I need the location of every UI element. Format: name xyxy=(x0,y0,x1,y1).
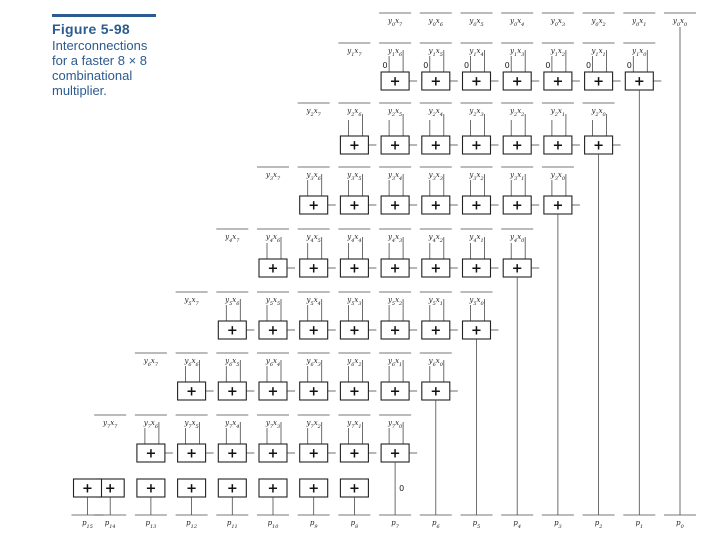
output-p3: $p_3$ xyxy=(554,519,562,530)
adder-5-7-symbol: + xyxy=(389,323,401,339)
term-y2x5-label: $y_2x_5$ xyxy=(387,107,403,118)
adder-1-7-symbol: + xyxy=(389,74,401,90)
adder-7-10-symbol: + xyxy=(267,446,279,462)
term-y6x0-label: $y_6x_0$ xyxy=(428,357,443,368)
adder-1-1-symbol: + xyxy=(633,74,645,90)
adder-2-6-symbol: + xyxy=(430,138,442,154)
term-y7x2-label: $y_7x_2$ xyxy=(306,419,321,430)
term-y7x0-label: $y_7x_0$ xyxy=(387,419,403,430)
term-y3x3-label: $y_3x_3$ xyxy=(428,171,443,182)
adder-7-9-symbol: + xyxy=(308,446,320,462)
zero-input: 0 xyxy=(399,484,405,493)
term-y2x2-label: $y_2x_2$ xyxy=(510,107,525,118)
term-y1x3-label: $y_1x_3$ xyxy=(510,47,525,58)
adder-7-12-symbol: + xyxy=(186,446,198,462)
adder-2-5-symbol: + xyxy=(471,138,482,154)
adder-4-10-symbol: + xyxy=(267,261,279,277)
term-y4x0-label: $y_4x_0$ xyxy=(510,233,525,244)
term-y0x0-label: $y_0x_0$ xyxy=(672,17,688,28)
output-p14: $p_{14}$ xyxy=(104,519,116,530)
adder-4-5-symbol: + xyxy=(471,261,482,277)
term-y5x3-label: $y_5x_3$ xyxy=(347,296,362,307)
term-y1x6-label: $y_1x_6$ xyxy=(387,47,403,58)
term-y5x0-label: $y_5x_0$ xyxy=(469,296,484,307)
term-y4x4-label: $y_4x_4$ xyxy=(347,233,362,244)
adder-1-3-symbol: + xyxy=(552,74,564,90)
term-y6x1-label: $y_6x_1$ xyxy=(387,357,403,368)
zero-input: 0 xyxy=(423,61,429,70)
zero-input: 0 xyxy=(382,61,388,70)
term-y6x4-label: $y_6x_4$ xyxy=(265,357,281,368)
output-p8: $p_8$ xyxy=(350,519,359,530)
term-y5x4-label: $y_5x_4$ xyxy=(306,296,321,307)
figure-label: Figure 5-98 xyxy=(52,21,130,37)
zero-input: 0 xyxy=(545,61,551,70)
term-y7x7-label: $y_7x_7$ xyxy=(103,419,118,430)
adder-2-7-symbol: + xyxy=(389,138,401,154)
output-p2: $p_2$ xyxy=(594,519,603,530)
term-y3x0-label: $y_3x_0$ xyxy=(550,171,566,182)
zero-input: 0 xyxy=(586,61,592,70)
term-y2x3-label: $y_2x_3$ xyxy=(469,107,484,118)
term-y1x7-label: $y_1x_7$ xyxy=(347,47,362,58)
term-y7x6-label: $y_7x_6$ xyxy=(143,419,159,430)
term-y6x7-label: $y_6x_7$ xyxy=(143,357,159,368)
term-y0x7-label: $y_0x_7$ xyxy=(387,17,403,28)
term-y3x7-label: $y_3x_7$ xyxy=(265,171,281,182)
term-y3x6-label: $y_3x_6$ xyxy=(306,171,321,182)
term-y7x1-label: $y_7x_1$ xyxy=(347,419,362,430)
adder-6-9-symbol: + xyxy=(308,384,320,400)
output-p4: $p_4$ xyxy=(513,519,522,530)
adder-7-7-symbol: + xyxy=(389,446,401,462)
term-y1x2-label: $y_1x_2$ xyxy=(550,47,566,58)
output-p12: $p_{12}$ xyxy=(186,519,198,530)
term-y0x3-label: $y_0x_3$ xyxy=(550,17,566,28)
final-adder-15-symbol: + xyxy=(82,481,93,497)
term-y1x0-label: $y_1x_0$ xyxy=(632,47,647,58)
term-y4x2-label: $y_4x_2$ xyxy=(428,233,443,244)
term-y5x2-label: $y_5x_2$ xyxy=(387,296,403,307)
output-p10: $p_{10}$ xyxy=(267,519,279,530)
adder-5-9-symbol: + xyxy=(308,323,320,339)
term-y0x1-label: $y_0x_1$ xyxy=(632,17,647,28)
adder-2-4-symbol: + xyxy=(511,138,523,154)
final-adder-10-symbol: + xyxy=(267,481,279,497)
term-y7x3-label: $y_7x_3$ xyxy=(265,419,281,430)
term-y7x5-label: $y_7x_5$ xyxy=(184,419,199,430)
adder-4-9-symbol: + xyxy=(308,261,320,277)
adder-2-8-symbol: + xyxy=(348,138,360,154)
adder-6-7-symbol: + xyxy=(389,384,401,400)
adder-6-8-symbol: + xyxy=(348,384,360,400)
adder-1-4-symbol: + xyxy=(511,74,523,90)
term-y6x5-label: $y_6x_5$ xyxy=(225,357,240,368)
adder-5-10-symbol: + xyxy=(267,323,279,339)
term-y0x5-label: $y_0x_5$ xyxy=(469,17,484,28)
term-y4x6-label: $y_4x_6$ xyxy=(265,233,281,244)
adder-6-6-symbol: + xyxy=(430,384,442,400)
term-y5x7-label: $y_5x_7$ xyxy=(184,296,199,307)
term-y2x1-label: $y_2x_1$ xyxy=(550,107,566,118)
adder-5-6-symbol: + xyxy=(430,323,442,339)
zero-input: 0 xyxy=(626,61,632,70)
output-p1: $p_1$ xyxy=(635,519,644,530)
adder-4-8-symbol: + xyxy=(348,261,360,277)
adder-3-3-symbol: + xyxy=(552,198,564,214)
adder-1-5-symbol: + xyxy=(471,74,482,90)
adder-1-2-symbol: + xyxy=(593,74,605,90)
term-y5x1-label: $y_5x_1$ xyxy=(428,296,443,307)
adder-4-7-symbol: + xyxy=(389,261,401,277)
adder-7-11-symbol: + xyxy=(226,446,238,462)
zero-input: 0 xyxy=(504,61,510,70)
final-adder-12-symbol: + xyxy=(186,481,198,497)
term-y2x0-label: $y_2x_0$ xyxy=(591,107,606,118)
term-y2x7-label: $y_2x_7$ xyxy=(306,107,321,118)
adder-5-11-symbol: + xyxy=(226,323,238,339)
adder-7-8-symbol: + xyxy=(348,446,360,462)
adder-3-7-symbol: + xyxy=(389,198,401,214)
adder-2-3-symbol: + xyxy=(552,138,564,154)
adder-3-8-symbol: + xyxy=(348,198,360,214)
final-adder-13-symbol: + xyxy=(145,481,157,497)
term-y6x6-label: $y_6x_6$ xyxy=(184,357,199,368)
adder-3-9-symbol: + xyxy=(308,198,320,214)
term-y6x3-label: $y_6x_3$ xyxy=(306,357,321,368)
term-y2x4-label: $y_2x_4$ xyxy=(428,107,443,118)
term-y3x4-label: $y_3x_4$ xyxy=(387,171,403,182)
adder-4-6-symbol: + xyxy=(430,261,442,277)
output-p7: $p_7$ xyxy=(391,519,399,530)
final-adder-11-symbol: + xyxy=(226,481,238,497)
term-y4x7-label: $y_4x_7$ xyxy=(225,233,240,244)
term-y1x1-label: $y_1x_1$ xyxy=(591,47,606,58)
adder-2-2-symbol: + xyxy=(593,138,605,154)
term-y3x1-label: $y_3x_1$ xyxy=(510,171,525,182)
adder-4-4-symbol: + xyxy=(511,261,523,277)
output-p13: $p_{13}$ xyxy=(145,519,157,530)
figure-description: Interconnections for a faster 8 × 8 combinational multiplier. xyxy=(52,38,148,98)
output-p0: $p_0$ xyxy=(676,519,684,530)
term-y6x2-label: $y_6x_2$ xyxy=(347,357,362,368)
adder-7-13-symbol: + xyxy=(145,446,157,462)
term-y4x5-label: $y_4x_5$ xyxy=(306,233,321,244)
term-y5x5-label: $y_5x_5$ xyxy=(265,296,281,307)
term-y5x6-label: $y_5x_6$ xyxy=(225,296,240,307)
final-adder-8-symbol: + xyxy=(348,481,360,497)
term-y0x2-label: $y_0x_2$ xyxy=(591,17,606,28)
term-y0x4-label: $y_0x_4$ xyxy=(510,17,525,28)
term-y1x4-label: $y_1x_4$ xyxy=(469,47,484,58)
adder-5-5-symbol: + xyxy=(471,323,482,339)
adder-6-11-symbol: + xyxy=(226,384,238,400)
term-y4x3-label: $y_4x_3$ xyxy=(387,233,403,244)
output-p11: $p_{11}$ xyxy=(226,519,238,530)
term-y2x6-label: $y_2x_6$ xyxy=(347,107,362,118)
adder-3-4-symbol: + xyxy=(511,198,523,214)
adder-3-6-symbol: + xyxy=(430,198,442,214)
term-y4x1-label: $y_4x_1$ xyxy=(469,233,484,244)
output-p15: $p_{15}$ xyxy=(82,519,93,530)
output-p5: $p_5$ xyxy=(472,519,481,530)
adder-3-5-symbol: + xyxy=(471,198,482,214)
adder-6-12-symbol: + xyxy=(186,384,198,400)
final-adder-9-symbol: + xyxy=(308,481,320,497)
output-p6: $p_6$ xyxy=(431,519,440,530)
adder-1-6-symbol: + xyxy=(430,74,442,90)
term-y0x6-label: $y_0x_6$ xyxy=(428,17,443,28)
adder-6-10-symbol: + xyxy=(267,384,279,400)
zero-input: 0 xyxy=(463,61,470,70)
term-y3x2-label: $y_3x_2$ xyxy=(469,171,484,182)
term-y7x4-label: $y_7x_4$ xyxy=(225,419,240,430)
output-p9: $p_9$ xyxy=(309,519,318,530)
term-y3x5-label: $y_3x_5$ xyxy=(347,171,362,182)
final-adder-14-symbol: + xyxy=(104,481,116,497)
adder-5-8-symbol: + xyxy=(348,323,360,339)
term-y1x5-label: $y_1x_5$ xyxy=(428,47,443,58)
